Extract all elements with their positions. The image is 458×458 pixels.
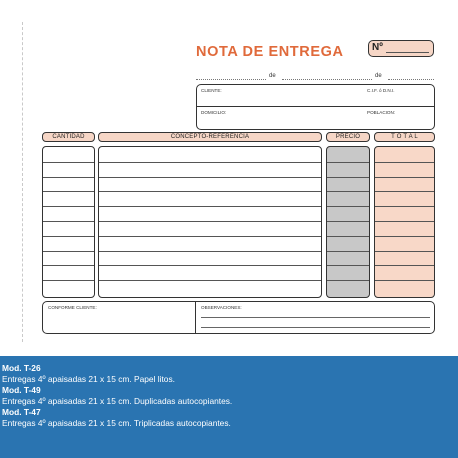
table-row-line xyxy=(99,221,321,222)
date-dots-3 xyxy=(388,79,434,80)
table-row-line xyxy=(43,206,94,207)
table-row-line xyxy=(375,265,434,266)
date-dots-2 xyxy=(282,79,372,80)
qty-column xyxy=(42,146,95,298)
table-row-line xyxy=(327,265,369,266)
perforation-line xyxy=(22,22,23,342)
concept-column xyxy=(98,146,322,298)
table-row-line xyxy=(327,251,369,252)
table-row-line xyxy=(43,177,94,178)
table-row-line xyxy=(375,206,434,207)
table-row-line xyxy=(99,191,321,192)
table-row-line xyxy=(327,177,369,178)
table-row-line xyxy=(327,206,369,207)
model-t49-desc: Entregas 4º apaisadas 21 x 15 cm. Duplicadas autocopiantes. xyxy=(2,396,233,406)
city-label: POBLACION: xyxy=(367,110,396,115)
table-row-line xyxy=(43,221,94,222)
table-row-line xyxy=(375,191,434,192)
table-row-line xyxy=(375,177,434,178)
date-sep-1: de xyxy=(269,73,276,79)
table-row-line xyxy=(99,177,321,178)
table-row-line xyxy=(99,251,321,252)
table-row-line xyxy=(99,162,321,163)
client-box xyxy=(196,84,435,130)
address-label: DOMICILIO: xyxy=(201,110,227,115)
table-row-line xyxy=(43,265,94,266)
table-row-line xyxy=(327,280,369,281)
form-title: NOTA DE ENTREGA xyxy=(196,44,344,60)
date-dots-1 xyxy=(196,79,266,80)
table-row-line xyxy=(327,236,369,237)
table-row-line xyxy=(375,251,434,252)
model-t47: Mod. T-47 xyxy=(2,407,41,417)
obs-line-1 xyxy=(201,317,430,318)
table-row-line xyxy=(43,251,94,252)
model-t26-desc: Entregas 4º apaisadas 21 x 15 cm. Papel litos. xyxy=(2,374,175,384)
header-price: PRECIO xyxy=(326,132,370,142)
header-qty: CANTIDAD xyxy=(42,132,95,142)
table-row-line xyxy=(99,236,321,237)
client-label: CLIENTE: xyxy=(201,88,222,93)
number-box xyxy=(368,40,434,57)
table-row-line xyxy=(327,191,369,192)
price-column xyxy=(326,146,370,298)
table-row-line xyxy=(99,265,321,266)
number-label: Nº xyxy=(372,42,383,53)
table-row-line xyxy=(327,162,369,163)
header-concept: CONCEPTO-REFERENCIA xyxy=(98,132,322,142)
client-box-divider xyxy=(197,106,434,107)
table-row-line xyxy=(43,162,94,163)
total-column xyxy=(374,146,435,298)
table-row-line xyxy=(43,236,94,237)
number-line xyxy=(386,52,429,53)
table-row-line xyxy=(327,221,369,222)
product-info-band xyxy=(0,356,458,458)
obs-label: OBSERVACIONES: xyxy=(201,305,242,310)
table-row-line xyxy=(43,280,94,281)
table-row-line xyxy=(375,280,434,281)
table-row-line xyxy=(99,280,321,281)
cif-label: C.I.F. ó D.N.I. xyxy=(367,88,395,93)
date-sep-2: de xyxy=(375,73,382,79)
obs-line-2 xyxy=(201,327,430,328)
conforme-label: CONFORME CLIENTE: xyxy=(48,305,97,310)
model-t47-desc: Entregas 4º apaisadas 21 x 15 cm. Triplicadas autocopiantes. xyxy=(2,418,231,428)
model-t49: Mod. T-49 xyxy=(2,385,41,395)
table-row-line xyxy=(43,191,94,192)
header-total: T O T A L xyxy=(374,132,435,142)
footer-divider xyxy=(195,302,196,333)
table-row-line xyxy=(99,206,321,207)
footer-box xyxy=(42,301,435,334)
table-row-line xyxy=(375,221,434,222)
table-row-line xyxy=(375,162,434,163)
table-row-line xyxy=(375,236,434,237)
model-t26: Mod. T-26 xyxy=(2,363,41,373)
